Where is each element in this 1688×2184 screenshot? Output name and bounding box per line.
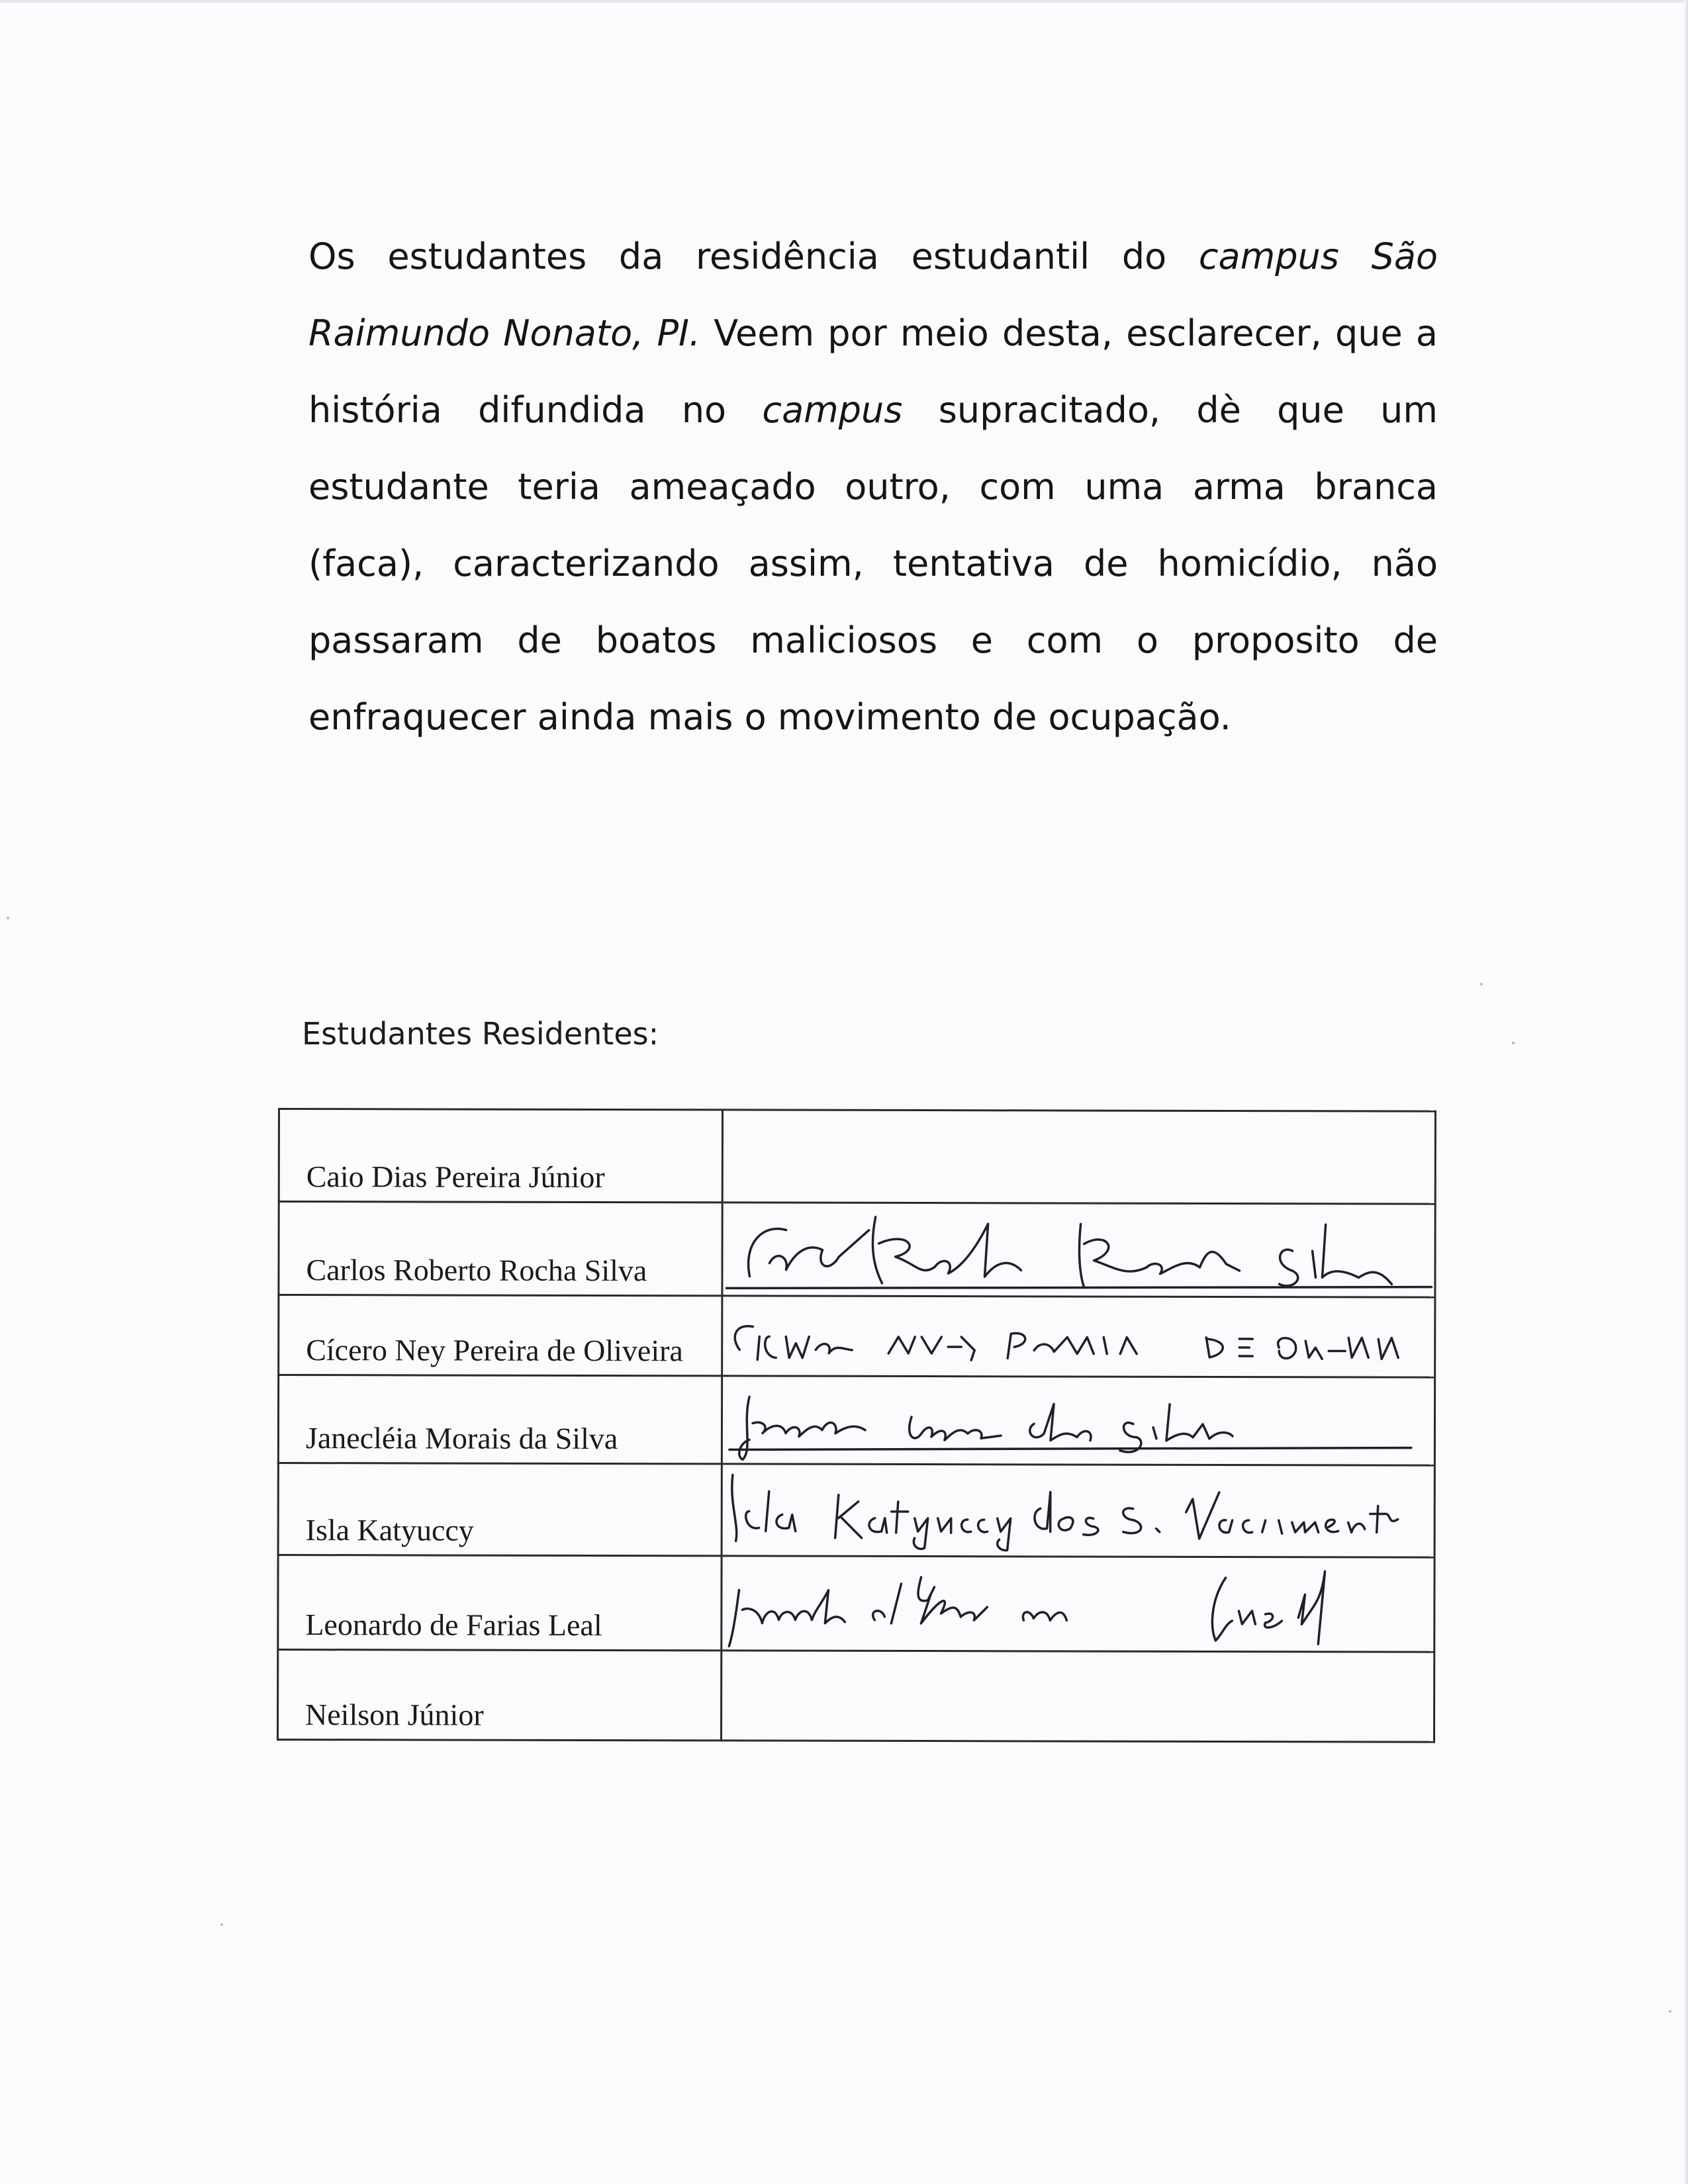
scan-speck — [1669, 2010, 1671, 2013]
statement-text-3: supracitado, dè que um estudante teria ameaçado outro, com uma arma branca (faca), caracterizando assim, tentativa de homicídio, não passaram de boatos maliciosos e com o proposito de enfraquecer ainda mais o movimento de ocupação. — [308, 389, 1438, 738]
table-row — [279, 1202, 1435, 1298]
scan-speck — [7, 917, 9, 919]
resident-name: Leonardo de Farias Leal — [278, 1555, 722, 1651]
statement-italic-2: campus — [762, 389, 903, 431]
resident-name: Neilson Júnior — [278, 1650, 722, 1741]
table-row — [278, 1375, 1434, 1466]
statement-paragraph — [308, 218, 1438, 756]
residents-table — [277, 1108, 1436, 1743]
statement-text-2: Veem por meio desta, esclarecer, que a história difundida no — [308, 312, 1438, 431]
scan-speck — [1480, 983, 1483, 985]
scan-edge-top — [0, 0, 1688, 3]
signature-cell — [722, 1464, 1434, 1557]
table-row — [279, 1295, 1435, 1378]
handwritten-signature — [722, 1557, 1433, 1651]
signature-cell — [722, 1556, 1434, 1652]
signature-cell-empty — [722, 1110, 1435, 1204]
resident-name: Janecléia Morais da Silva — [278, 1375, 722, 1464]
scan-edge-right — [1684, 0, 1688, 2184]
resident-name: Isla Katyuccy — [278, 1463, 722, 1556]
table-row — [279, 1109, 1435, 1205]
signature-cell — [722, 1296, 1435, 1377]
statement-text-1: Os estudantes da residência estudantil do — [308, 236, 1199, 277]
statement-italic-1: campus São Raimundo Nonato, PI. — [308, 236, 1438, 354]
resident-name: Caio Dias Pereira Júnior — [279, 1109, 722, 1203]
handwritten-signature — [723, 1377, 1434, 1464]
handwritten-signature — [723, 1465, 1434, 1556]
scan-speck — [1512, 1042, 1515, 1044]
signature-cell — [722, 1203, 1435, 1297]
resident-name: Cícero Ney Pereira de Oliveira — [279, 1295, 722, 1376]
signature-cell — [722, 1376, 1434, 1465]
table-row — [278, 1463, 1434, 1558]
table-row — [278, 1650, 1434, 1743]
handwritten-signature — [723, 1297, 1434, 1376]
resident-name: Carlos Roberto Rocha Silva — [279, 1202, 722, 1296]
residents-label: Estudantes Residentes: — [302, 1016, 659, 1052]
handwritten-signature — [723, 1203, 1434, 1296]
table-row — [278, 1555, 1434, 1653]
signature-cell-empty — [721, 1651, 1434, 1742]
scan-speck — [220, 1923, 223, 1926]
